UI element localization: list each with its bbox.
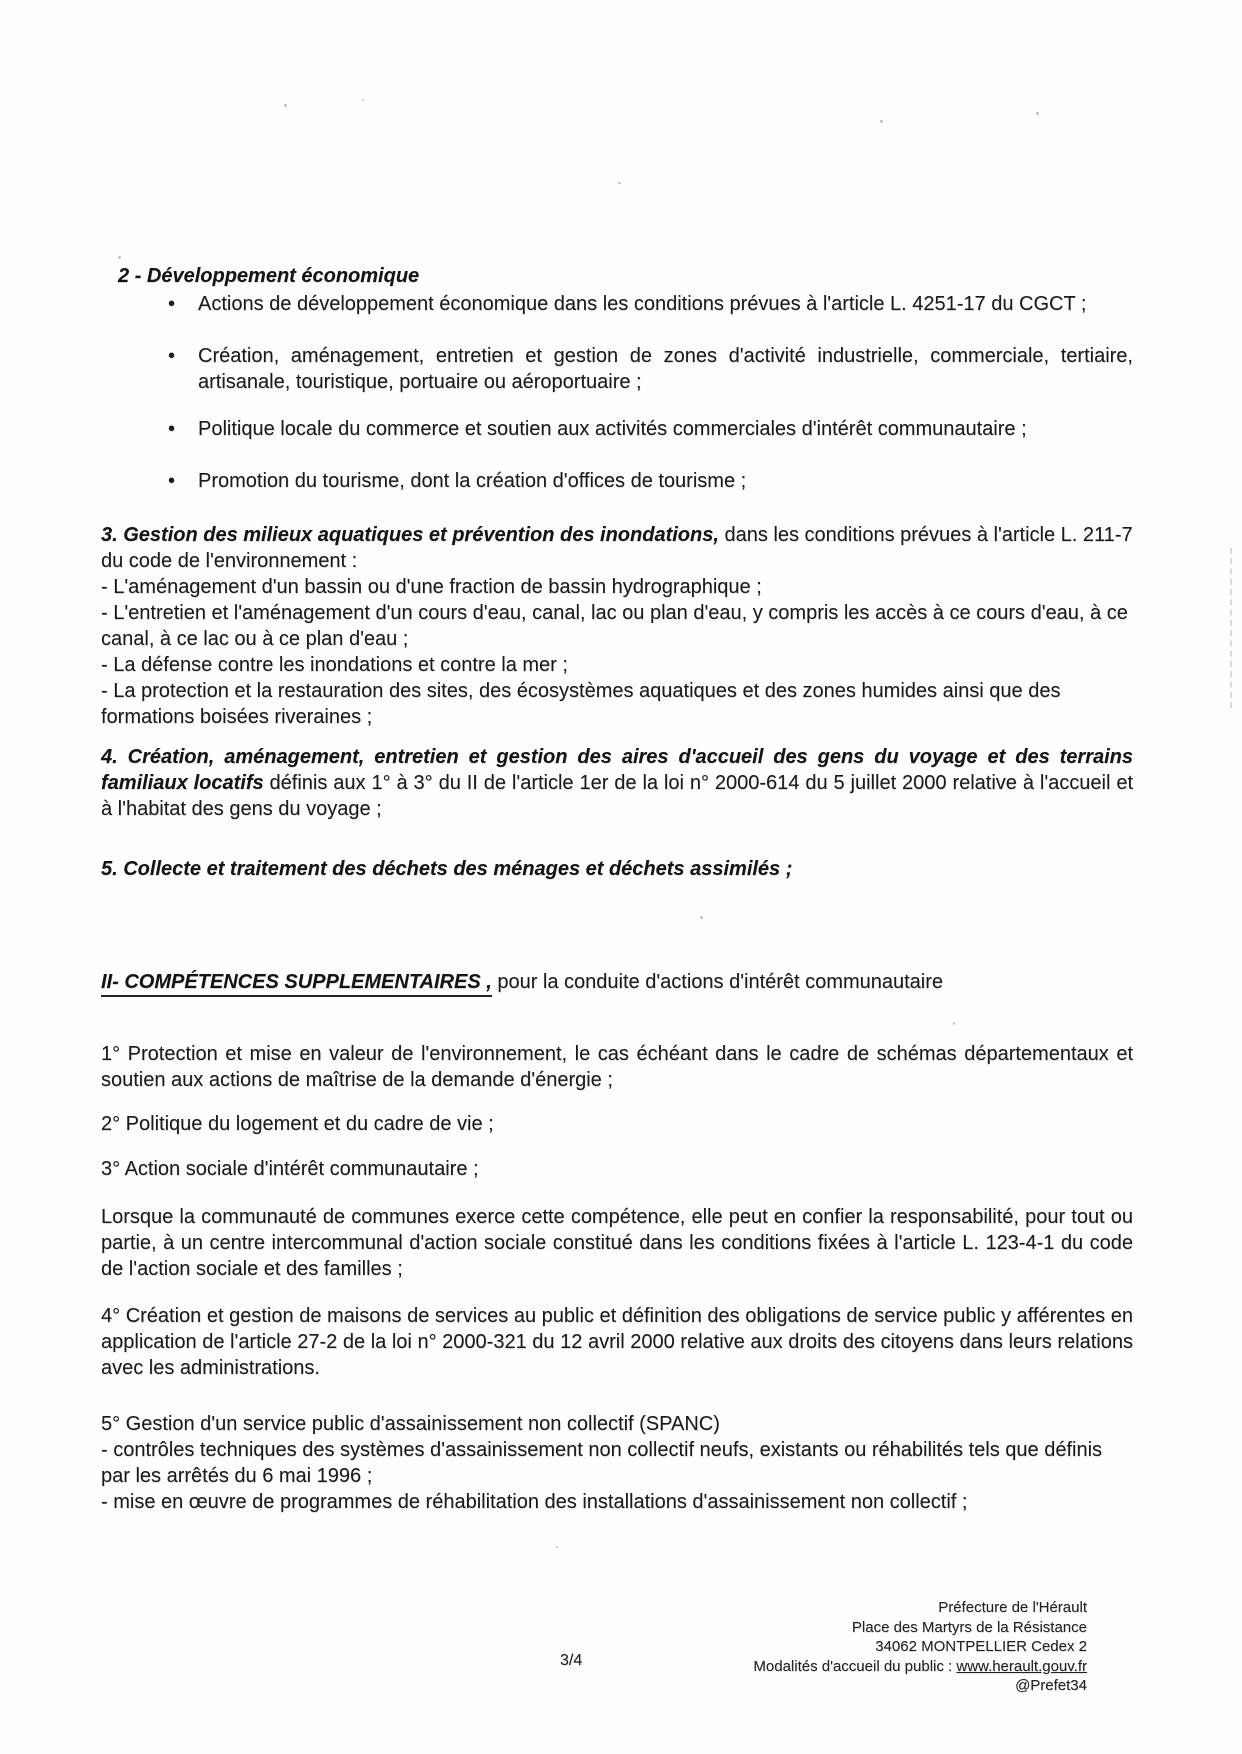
part2-paragraph-5-title: 5° Gestion d'un service public d'assainissement non collectif (SPANC) <box>101 1413 720 1435</box>
bullet-text: Politique locale du commerce et soutien aux activités commerciales d'intérêt communautaire ; <box>198 418 1027 440</box>
section3-lead-rest: dans les conditions prévues à l'article L. 211-7 du code de l'environnement : <box>101 524 1133 572</box>
section2-heading: 2 - Développement économique <box>118 265 420 287</box>
part2-paragraph-4: 4° Création et gestion de maisons de services au public et définition des obligations de service public y afférentes en application de l'article 27-2 de la loi n° 2000-321 du 12 avril 2000 relative aux droits des citoyens dans leurs relations avec les administrations. <box>101 1305 1133 1379</box>
section3-item: - L'entretien et l'aménagement d'un cours d'eau, canal, lac ou plan d'eau, y compris les accès à ce cours d'eau, à ce canal, à ce lac ou à ce plan d'eau ; <box>101 602 1128 650</box>
footer-public-info-label: Modalités d'accueil du public : <box>753 1657 957 1675</box>
bullet-item <box>168 416 1133 442</box>
bullet-icon: • <box>168 293 176 315</box>
section3-paragraph <box>101 522 1133 730</box>
part2-heading-rest: pour la conduite d'actions d'intérêt communautaire <box>491 971 944 993</box>
footer-website-link[interactable]: www.herault.gouv.fr <box>956 1657 1087 1675</box>
bullet-icon: • <box>168 470 176 492</box>
footer-public-info <box>467 1657 1087 1677</box>
section5-heading: 5. Collecte et traitement des déchets des ménages et déchets assimilés ; <box>101 858 793 880</box>
footer-address-line2: 34062 MONTPELLIER Cedex 2 <box>875 1638 1087 1655</box>
bullet-item <box>168 291 1133 317</box>
footer-org: Préfecture de l'Hérault <box>938 1599 1087 1616</box>
section3-lead-bold: 3. Gestion des milieux aquatiques et prévention des inondations, <box>101 524 719 546</box>
bullet-icon: • <box>168 418 176 440</box>
section3-lead <box>101 522 1133 574</box>
part2-paragraph-1: 1° Protection et mise en valeur de l'environnement, le cas échéant dans le cadre de schémas départementaux et soutien aux actions de maîtrise de la demande d'énergie ; <box>101 1043 1133 1091</box>
footer-block <box>467 1598 1087 1696</box>
scan-edge-artifact <box>1230 548 1232 708</box>
footer-social-handle: @Prefet34 <box>1015 1677 1087 1694</box>
section3-item: - L'aménagement d'un bassin ou d'une fraction de bassin hydrographique ; <box>101 576 762 598</box>
section4-lead-bold: 4. Création, aménagement, entretien et gestion des aires d'accueil des gens du voyage et des terrains familiaux locatifs <box>101 746 1133 794</box>
bullet-item <box>168 343 1133 395</box>
section3-item: - La défense contre les inondations et contre la mer ; <box>101 654 568 676</box>
bullet-text: Actions de développement économique dans les conditions prévues à l'article L. 4251-17 du CGCT ; <box>198 293 1087 315</box>
part2-paragraph-5-item: - contrôles techniques des systèmes d'assainissement non collectif neufs, existants ou réhabilités tels que définis par les arrêtés du 6 mai 1996 ; <box>101 1439 1103 1487</box>
part2-heading-underlined: II- COMPÉTENCES SUPPLEMENTAIRES , <box>101 971 492 997</box>
part2-paragraph-3-note: Lorsque la communauté de communes exerce cette compétence, elle peut en confier la responsabilité, pour tout ou partie, à un centre intercommunal d'action sociale constitué dans les conditions fixées à l'article L. 123-4-1 du code de l'action sociale et des familles ; <box>101 1206 1133 1280</box>
part2-heading <box>101 969 1133 995</box>
part2-paragraph-5 <box>101 1411 1133 1515</box>
section3-item: - La protection et la restauration des sites, des écosystèmes aquatiques et des zones humides ainsi que des formations boisées riveraines ; <box>101 680 1061 728</box>
footer-address-line1: Place des Martyrs de la Résistance <box>851 1618 1087 1636</box>
bullet-item <box>168 468 1133 494</box>
bullet-icon: • <box>168 345 176 367</box>
part2-paragraph-5-item: - mise en œuvre de programmes de réhabilitation des installations d'assainissement non collectif ; <box>101 1491 968 1513</box>
section4-paragraph <box>101 744 1133 822</box>
bullet-text: Création, aménagement, entretien et gestion de zones d'activité industrielle, commerciale, tertiaire, artisanale, touristique, portuaire ou aéroportuaire ; <box>198 345 1133 393</box>
section4-rest: définis aux 1° à 3° du II de l'article 1er de la loi n° 2000-614 du 5 juillet 2000 relative à l'accueil et à l'habitat des gens du voyage ; <box>101 772 1133 820</box>
bullet-text: Promotion du tourisme, dont la création d'offices de tourisme ; <box>198 470 747 492</box>
part2-paragraph-3: 3° Action sociale d'intérêt communautaire ; <box>101 1158 479 1180</box>
part2-paragraph-2: 2° Politique du logement et du cadre de vie ; <box>101 1113 494 1135</box>
page-number: 3/4 <box>560 1652 583 1669</box>
